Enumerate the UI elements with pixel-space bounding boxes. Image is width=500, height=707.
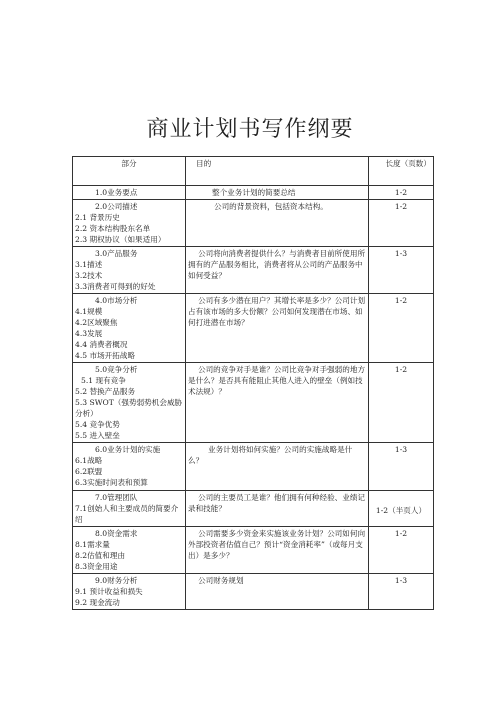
subsection: 6.3实施时间表和预算 xyxy=(75,478,148,487)
subsection: 3.1描述 xyxy=(75,260,103,269)
subsection: 5.2 替换产品服务 xyxy=(75,387,136,396)
section-title: 6.0业务计划的实施 xyxy=(95,445,161,454)
purpose-cell: 公司有多少潜在用户？其增长率是多少？公司计划占有该市场的多大份额？公司如何发现潜在市场、如何打进潜在市场？ xyxy=(186,294,369,363)
subsection: 9.1 预计收益和损失 xyxy=(75,587,143,596)
subsection: 5.5 进入壁垒 xyxy=(75,431,120,440)
table-row xyxy=(73,186,434,200)
table-row xyxy=(73,574,434,610)
table-row xyxy=(73,247,434,294)
subsection: 8.1需求量 xyxy=(75,540,110,549)
header-length: 长度（页数） xyxy=(369,157,434,186)
section-title: 9.0财务分析 xyxy=(95,576,138,585)
table-row xyxy=(73,443,434,491)
table-row xyxy=(73,363,434,443)
subsection: 3.3消费者可得到的好处 xyxy=(75,282,156,291)
section-cell xyxy=(73,491,186,527)
header-purpose: 目的 xyxy=(186,157,369,186)
length-value: 1-2（半页人） xyxy=(375,506,427,515)
length-cell: 1-2 xyxy=(369,200,434,247)
section-cell xyxy=(73,200,186,247)
table-row xyxy=(73,527,434,574)
purpose-cell: 公司的背景资料，包括资本结构。 xyxy=(186,200,369,247)
section-cell xyxy=(73,247,186,294)
section-title: 7.0管理团队 xyxy=(95,493,138,502)
table-row xyxy=(73,491,434,527)
section-cell xyxy=(73,574,186,610)
subsection: 5.4 竞争优势 xyxy=(75,420,120,429)
length-cell: 1-2 xyxy=(369,363,434,443)
section-cell xyxy=(73,363,186,443)
section-title: 4.0市场分析 xyxy=(95,296,138,305)
section-cell xyxy=(73,527,186,574)
subsection: 8.2估值和理由 xyxy=(75,551,126,560)
table-row xyxy=(73,294,434,363)
section-title: 1.0业务要点 xyxy=(95,188,138,197)
subsection: 8.3资金用途 xyxy=(75,562,118,571)
subsection: 2.3 期权协议（如果适用） xyxy=(75,235,166,244)
purpose-cell: 公司财务规划 xyxy=(186,574,369,610)
purpose-cell: 公司需要多少资金来实施该业务计划？公司如何向外部投资者估值自己？预计“资金消耗率”（或每月支出）是多少？ xyxy=(186,527,369,574)
subsection: 4.2区域聚焦 xyxy=(75,318,118,327)
section-cell xyxy=(73,443,186,491)
section-title: 8.0资金需求 xyxy=(95,529,138,538)
section-cell xyxy=(73,186,186,200)
length-cell: 1-3 xyxy=(369,247,434,294)
purpose-cell: 整个业务计划的简要总结 xyxy=(186,186,369,200)
table-row xyxy=(73,200,434,247)
subsection: 4.3发展 xyxy=(75,329,103,338)
purpose-cell: 公司将向消费者提供什么？与消费者目前所使用所拥有的产品服务相比，消费者将从公司的产品服务中如何受益？ xyxy=(186,247,369,294)
subsection: 4.4 消费者概况 xyxy=(75,340,128,349)
purpose-cell: 公司的主要员工是谁？他们拥有何种经验、业绩记录和技能？ xyxy=(186,491,369,527)
subsection: 9.2 现金流动 xyxy=(75,598,120,607)
purpose-cell: 业务计划将如何实施？公司的实施战略是什么？ xyxy=(186,443,369,491)
length-cell xyxy=(369,491,434,527)
subsection: 3.2技术 xyxy=(75,271,103,280)
length-cell: 1-2 xyxy=(369,527,434,574)
length-cell: 1-3 xyxy=(369,443,434,491)
table-header-row xyxy=(73,157,434,186)
section-cell xyxy=(73,294,186,363)
subsection: 7.1创始人和主要成员的简要介绍 xyxy=(75,504,179,524)
length-cell: 1-2 xyxy=(369,186,434,200)
subsection: 2.1 背景历史 xyxy=(75,213,120,222)
header-part: 部分 xyxy=(73,157,186,186)
subsection: 6.1战略 xyxy=(75,456,103,465)
length-cell: 1-2 xyxy=(369,294,434,363)
section-title: 5.0竞争分析 xyxy=(95,365,138,374)
subsection: 6.2联盟 xyxy=(75,467,103,476)
subsection: 2.2 资本结构股东名单 xyxy=(75,224,151,233)
subsection: 4.1规模 xyxy=(75,307,103,316)
section-title: 2.0公司描述 xyxy=(95,202,138,211)
subsection: 4.5 市场开拓战略 xyxy=(75,351,136,360)
length-cell: 1-3 xyxy=(369,574,434,610)
subsection: 5.1 现有竞争 xyxy=(81,376,126,385)
document-title: 商业计划书写作纲要 xyxy=(146,117,354,142)
outline-table xyxy=(72,156,434,610)
subsection: 5.3 SWOT（强势弱势机会威胁分析） xyxy=(75,398,183,418)
purpose-cell: 公司的竞争对手是谁？公司比竞争对手强弱的地方是什么？是否具有能阻止其他人进入的壁垒（例如技术法规）？ xyxy=(186,363,369,443)
section-title: 3.0产品服务 xyxy=(95,249,138,258)
